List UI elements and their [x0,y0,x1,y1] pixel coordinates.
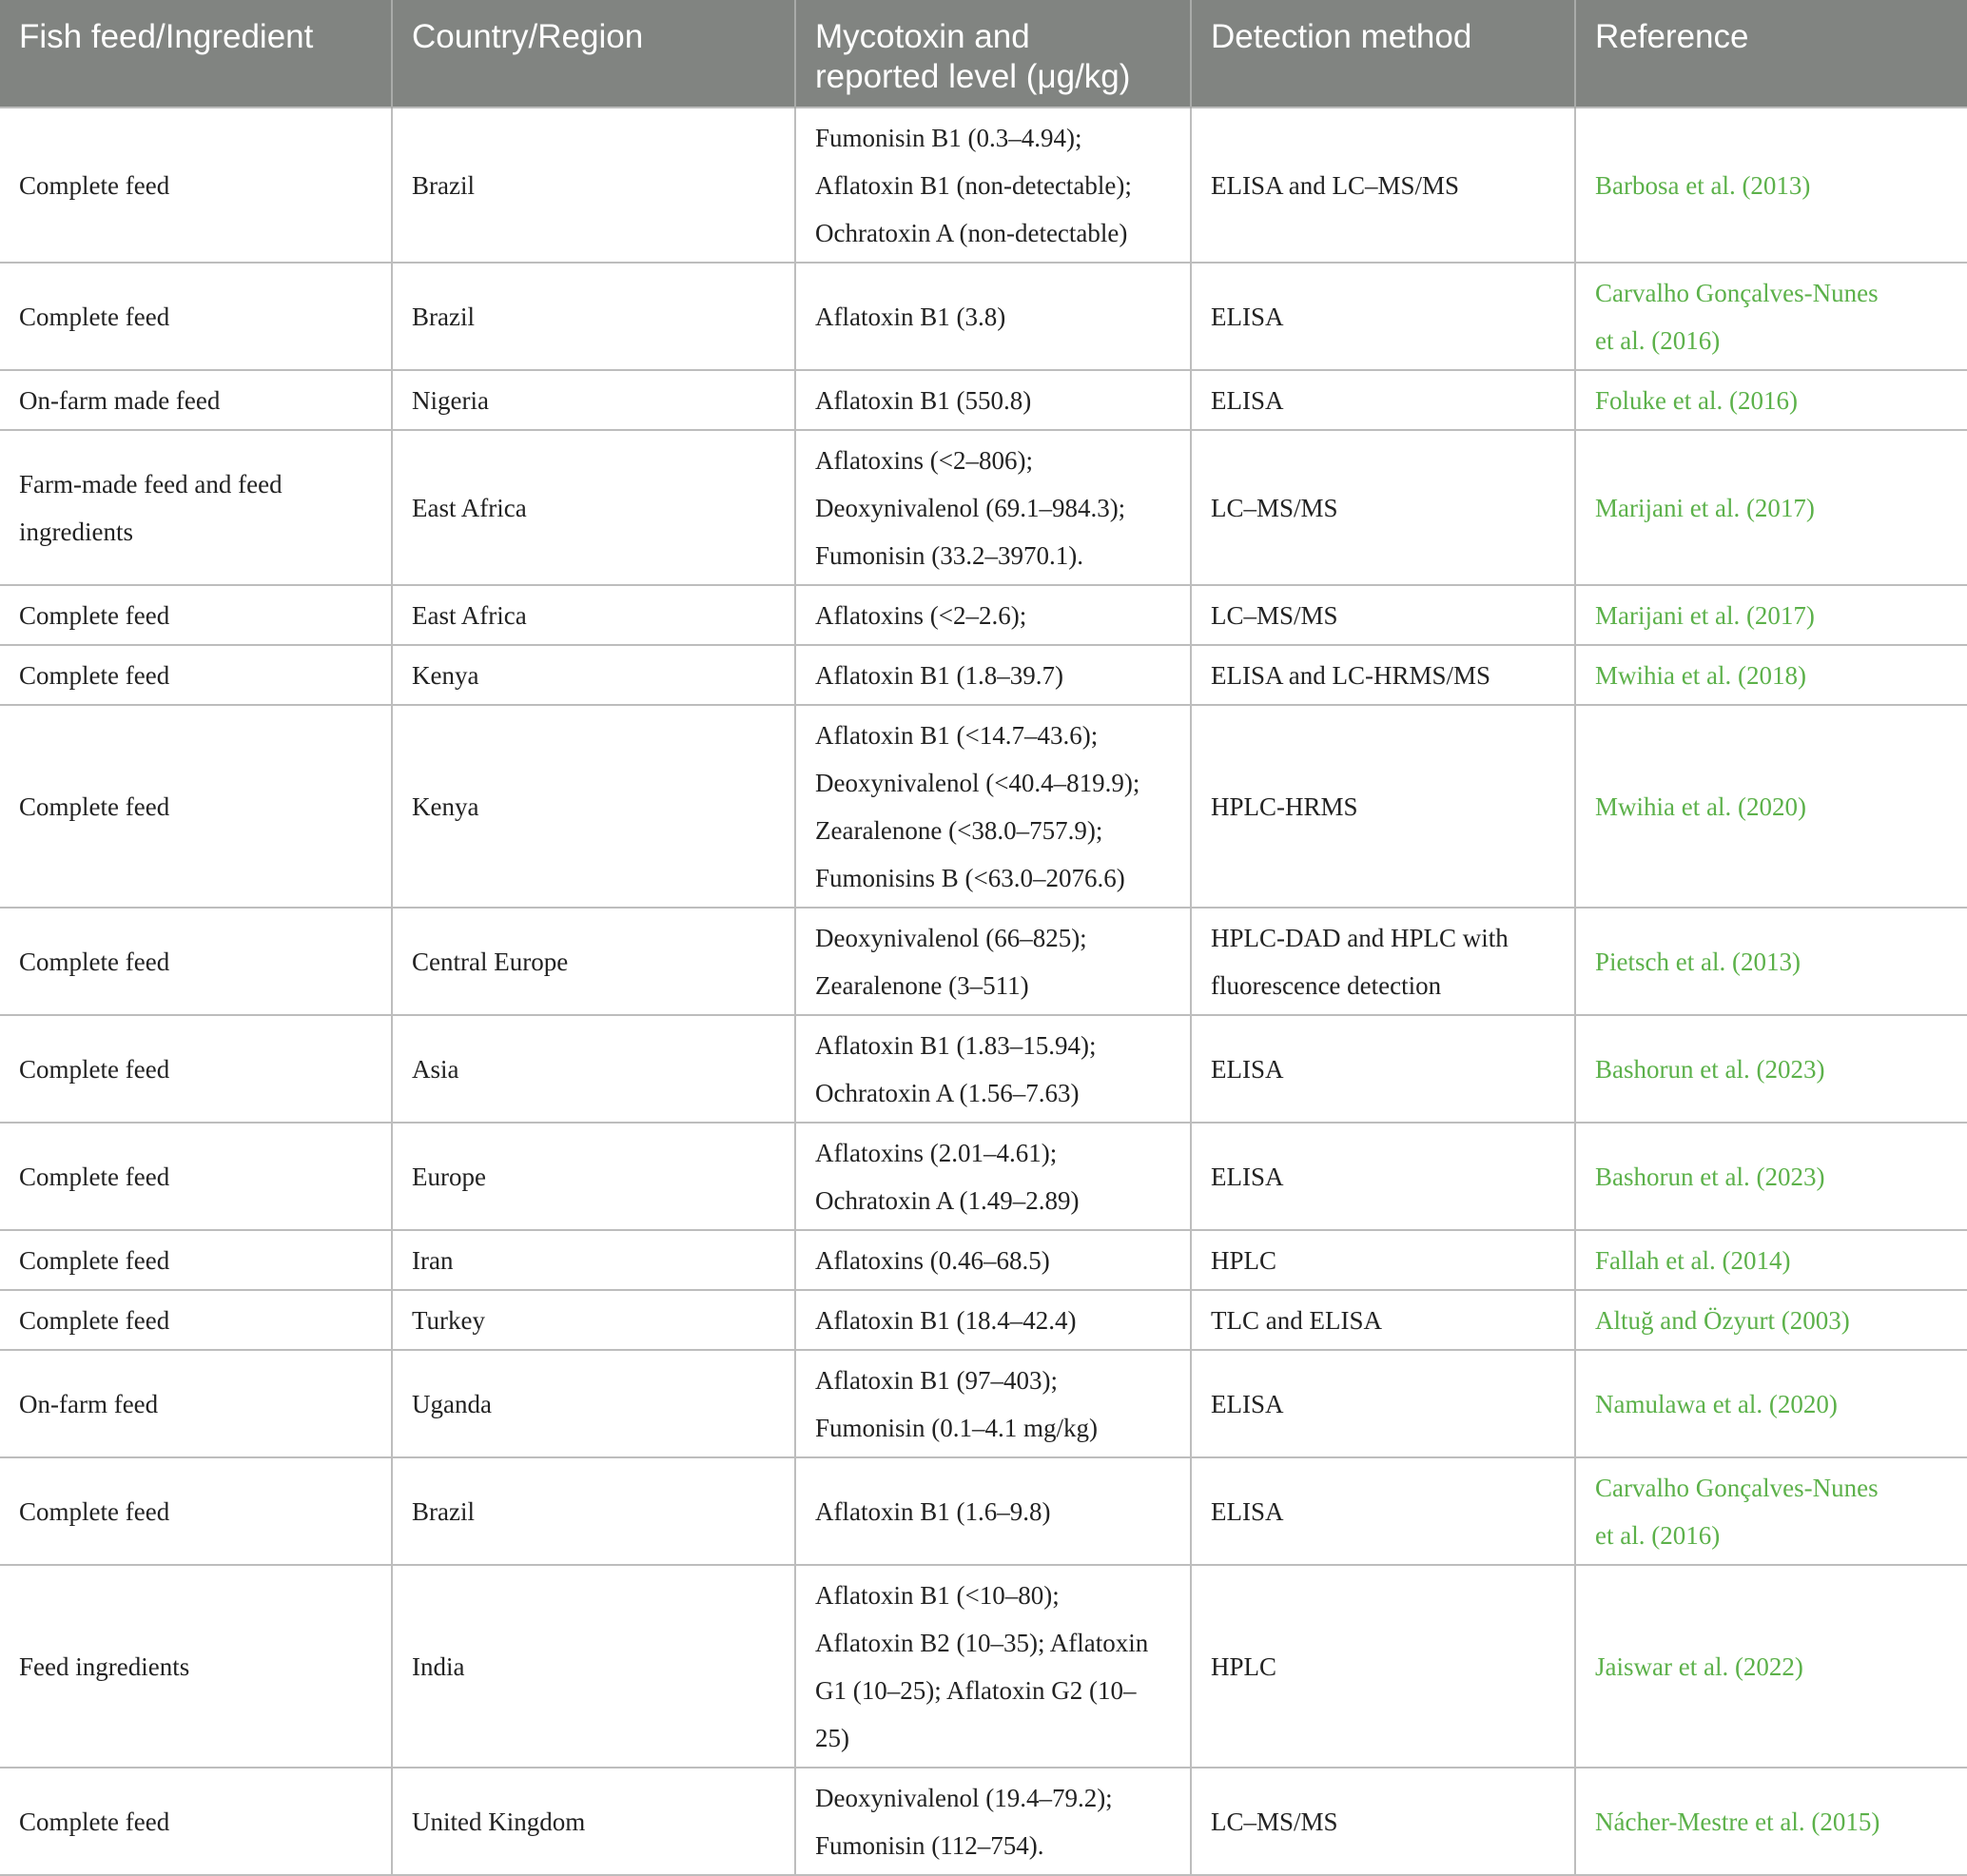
cell-feed [0,1768,392,1875]
cell-method [1191,263,1575,370]
table-row [0,430,1967,585]
cell-reference-line[interactable]: Marijani et al. (2017) [1595,601,1815,630]
cell-reference[interactable] [1575,1290,1967,1350]
cell-mycotoxin-line: Aflatoxin B1 (non-detectable); [815,171,1132,200]
cell-mycotoxin-line: Ochratoxin A (1.49–2.89) [815,1186,1080,1215]
cell-reference-line[interactable]: Pietsch et al. (2013) [1595,948,1801,976]
cell-country: Brazil [392,107,795,263]
cell-mycotoxin [795,1015,1191,1123]
cell-method [1191,645,1575,705]
cell-feed [0,1290,392,1350]
table-header-row [0,0,1967,107]
cell-feed [0,645,392,705]
table-row [0,107,1967,263]
header-mycotoxin [795,0,1191,107]
cell-reference[interactable] [1575,645,1967,705]
table-row [0,1457,1967,1565]
cell-feed [0,1457,392,1565]
cell-country: East Africa [392,585,795,645]
cell-reference[interactable] [1575,1123,1967,1230]
cell-method-line: HPLC-DAD and HPLC with [1211,924,1509,952]
cell-feed [0,908,392,1015]
cell-reference[interactable] [1575,430,1967,585]
cell-reference-line[interactable]: Altuğ and Özyurt (2003) [1595,1306,1850,1335]
cell-reference[interactable] [1575,705,1967,908]
cell-feed [0,430,392,585]
cell-mycotoxin-line: Aflatoxin B1 (<14.7–43.6); [815,721,1099,750]
cell-feed [0,705,392,908]
cell-mycotoxin-line: Aflatoxin B2 (10–35); Aflatoxin [815,1629,1149,1657]
cell-reference-line[interactable]: Barbosa et al. (2013) [1595,171,1811,200]
table-row [0,1123,1967,1230]
cell-feed-line: Complete feed [19,171,170,200]
table-row [0,908,1967,1015]
cell-mycotoxin-line: Fumonisins B (<63.0–2076.6) [815,864,1125,892]
cell-method [1191,430,1575,585]
cell-method-line: LC–MS/MS [1211,494,1338,522]
cell-mycotoxin-line: Deoxynivalenol (66–825); [815,924,1087,952]
cell-method-line: ELISA and LC-HRMS/MS [1211,661,1491,690]
cell-feed [0,1350,392,1457]
cell-method [1191,705,1575,908]
cell-reference[interactable] [1575,263,1967,370]
cell-feed-line: ingredients [19,518,133,546]
cell-reference-line[interactable]: Mwihia et al. (2020) [1595,792,1806,821]
cell-country: Brazil [392,1457,795,1565]
cell-method-line: HPLC [1211,1652,1277,1681]
cell-method-line: ELISA [1211,386,1284,415]
cell-method-line: ELISA [1211,1390,1284,1418]
cell-mycotoxin-line: Deoxynivalenol (19.4–79.2); [815,1784,1113,1812]
cell-mycotoxin [795,263,1191,370]
cell-method-line: ELISA [1211,303,1284,331]
table-row [0,1290,1967,1350]
cell-method [1191,1350,1575,1457]
cell-mycotoxin-line: Aflatoxin B1 (1.8–39.7) [815,661,1063,690]
cell-country: Kenya [392,705,795,908]
header-mycotoxin-line: reported level (μg/kg) [815,58,1131,95]
cell-reference[interactable] [1575,1350,1967,1457]
cell-reference-line[interactable]: Jaiswar et al. (2022) [1595,1652,1803,1681]
cell-mycotoxin-line: Deoxynivalenol (<40.4–819.9); [815,769,1140,797]
cell-country: Turkey [392,1290,795,1350]
cell-mycotoxin-line: Aflatoxins (<2–806); [815,446,1033,475]
table-row [0,585,1967,645]
cell-reference-line[interactable]: Marijani et al. (2017) [1595,494,1815,522]
cell-country: Uganda [392,1350,795,1457]
cell-mycotoxin-line: Aflatoxins (0.46–68.5) [815,1246,1050,1275]
cell-feed-line: Complete feed [19,792,170,821]
cell-country: Kenya [392,645,795,705]
cell-mycotoxin-line: Zearalenone (<38.0–757.9); [815,816,1103,845]
header-country: Country/Region [392,0,795,107]
cell-feed [0,1015,392,1123]
cell-feed [0,107,392,263]
cell-method-line: fluorescence detection [1211,971,1442,1000]
cell-method [1191,107,1575,263]
cell-reference[interactable] [1575,908,1967,1015]
cell-mycotoxin [795,585,1191,645]
cell-reference-line[interactable]: Foluke et al. (2016) [1595,386,1798,415]
cell-method [1191,1565,1575,1768]
cell-reference-line[interactable]: et al. (2016) [1595,326,1721,355]
cell-mycotoxin [795,107,1191,263]
cell-feed [0,1565,392,1768]
table-row [0,1230,1967,1290]
cell-reference[interactable] [1575,1768,1967,1875]
cell-reference[interactable] [1575,1457,1967,1565]
cell-feed-line: On-farm made feed [19,386,221,415]
cell-mycotoxin [795,1457,1191,1565]
cell-method-line: ELISA [1211,1163,1284,1191]
cell-country: Nigeria [392,370,795,430]
cell-feed-line: Complete feed [19,1055,170,1084]
cell-method [1191,1123,1575,1230]
cell-mycotoxin-line: Aflatoxin B1 (<10–80); [815,1581,1060,1610]
cell-mycotoxin [795,430,1191,585]
cell-country: Brazil [392,263,795,370]
cell-reference[interactable] [1575,1565,1967,1768]
cell-mycotoxin-line: Deoxynivalenol (69.1–984.3); [815,494,1126,522]
cell-mycotoxin-line: Ochratoxin A (1.56–7.63) [815,1079,1080,1107]
cell-reference-line[interactable]: Mwihia et al. (2018) [1595,661,1806,690]
cell-reference-line[interactable]: Bashorun et al. (2023) [1595,1163,1825,1191]
cell-feed-line: Complete feed [19,948,170,976]
cell-country: India [392,1565,795,1768]
cell-country: Central Europe [392,908,795,1015]
table-row [0,1350,1967,1457]
cell-mycotoxin-line: Ochratoxin A (non-detectable) [815,219,1128,247]
cell-mycotoxin-line: Aflatoxin B1 (1.83–15.94); [815,1031,1097,1060]
cell-mycotoxin-line: Zearalenone (3–511) [815,971,1029,1000]
cell-reference[interactable] [1575,1015,1967,1123]
table-row [0,1015,1967,1123]
cell-reference-line[interactable]: Carvalho Gonçalves-Nunes [1595,1474,1879,1502]
cell-mycotoxin [795,1290,1191,1350]
table-row [0,1768,1967,1875]
cell-mycotoxin-line: 25) [815,1724,849,1752]
cell-method [1191,1230,1575,1290]
cell-feed-line: Complete feed [19,601,170,630]
cell-feed-line: Complete feed [19,1497,170,1526]
cell-mycotoxin [795,1350,1191,1457]
cell-mycotoxin-line: Aflatoxin B1 (550.8) [815,386,1032,415]
cell-mycotoxin [795,370,1191,430]
cell-mycotoxin-line: G1 (10–25); Aflatoxin G2 (10– [815,1676,1137,1705]
cell-feed-line: Complete feed [19,1808,170,1836]
cell-reference[interactable] [1575,1230,1967,1290]
cell-mycotoxin-line: Fumonisin (0.1–4.1 mg/kg) [815,1414,1099,1442]
cell-method [1191,908,1575,1015]
table-row [0,1565,1967,1768]
cell-reference-line[interactable]: Fallah et al. (2014) [1595,1246,1791,1275]
cell-mycotoxin-line: Fumonisin (112–754). [815,1831,1044,1860]
cell-method-line: LC–MS/MS [1211,601,1338,630]
cell-method-line: LC–MS/MS [1211,1808,1338,1836]
cell-reference-line[interactable]: Bashorun et al. (2023) [1595,1055,1825,1084]
cell-mycotoxin [795,908,1191,1015]
cell-feed [0,370,392,430]
cell-feed-line: Farm-made feed and feed [19,470,282,498]
cell-feed-line: Complete feed [19,1246,170,1275]
cell-feed [0,1230,392,1290]
cell-method [1191,1768,1575,1875]
cell-feed-line: On-farm feed [19,1390,159,1418]
cell-reference[interactable] [1575,585,1967,645]
cell-mycotoxin-line: Aflatoxins (<2–2.6); [815,601,1027,630]
cell-reference-line[interactable]: Nácher-Mestre et al. (2015) [1595,1808,1880,1836]
cell-mycotoxin [795,1123,1191,1230]
cell-country: Europe [392,1123,795,1230]
cell-mycotoxin-line: Aflatoxins (2.01–4.61); [815,1139,1058,1167]
cell-mycotoxin-line: Aflatoxin B1 (18.4–42.4) [815,1306,1077,1335]
header-feed: Fish feed/Ingredient [0,0,392,107]
cell-method-line: TLC and ELISA [1211,1306,1382,1335]
cell-mycotoxin [795,1230,1191,1290]
cell-reference-line[interactable]: et al. (2016) [1595,1521,1721,1550]
cell-country: Iran [392,1230,795,1290]
cell-reference-line[interactable]: Namulawa et al. (2020) [1595,1390,1838,1418]
cell-method-line: ELISA and LC–MS/MS [1211,171,1460,200]
cell-method-line: HPLC-HRMS [1211,792,1358,821]
cell-mycotoxin-line: Aflatoxin B1 (3.8) [815,303,1006,331]
table-row [0,645,1967,705]
cell-country: East Africa [392,430,795,585]
cell-feed [0,585,392,645]
cell-method [1191,1457,1575,1565]
cell-reference-line[interactable]: Carvalho Gonçalves-Nunes [1595,279,1879,307]
cell-country: Asia [392,1015,795,1123]
cell-reference[interactable] [1575,107,1967,263]
cell-method-line: ELISA [1211,1055,1284,1084]
cell-mycotoxin [795,705,1191,908]
table-row [0,705,1967,908]
table-row [0,370,1967,430]
cell-mycotoxin-line: Fumonisin (33.2–3970.1). [815,541,1084,570]
cell-mycotoxin-line: Aflatoxin B1 (1.6–9.8) [815,1497,1051,1526]
cell-mycotoxin-line: Aflatoxin B1 (97–403); [815,1366,1058,1395]
header-reference: Reference [1575,0,1967,107]
cell-mycotoxin [795,1768,1191,1875]
cell-mycotoxin-line: Fumonisin B1 (0.3–4.94); [815,124,1082,152]
table-row [0,263,1967,370]
cell-method [1191,585,1575,645]
cell-mycotoxin [795,1565,1191,1768]
header-method: Detection method [1191,0,1575,107]
cell-country: United Kingdom [392,1768,795,1875]
cell-feed-line: Complete feed [19,661,170,690]
cell-method [1191,1290,1575,1350]
cell-method-line: ELISA [1211,1497,1284,1526]
cell-feed-line: Complete feed [19,303,170,331]
cell-feed-line: Complete feed [19,1163,170,1191]
cell-method [1191,1015,1575,1123]
cell-mycotoxin [795,645,1191,705]
cell-feed [0,263,392,370]
cell-reference[interactable] [1575,370,1967,430]
cell-feed-line: Feed ingredients [19,1652,190,1681]
cell-feed [0,1123,392,1230]
header-mycotoxin-line: Mycotoxin and [815,18,1030,55]
cell-method-line: HPLC [1211,1246,1277,1275]
cell-feed-line: Complete feed [19,1306,170,1335]
cell-method [1191,370,1575,430]
